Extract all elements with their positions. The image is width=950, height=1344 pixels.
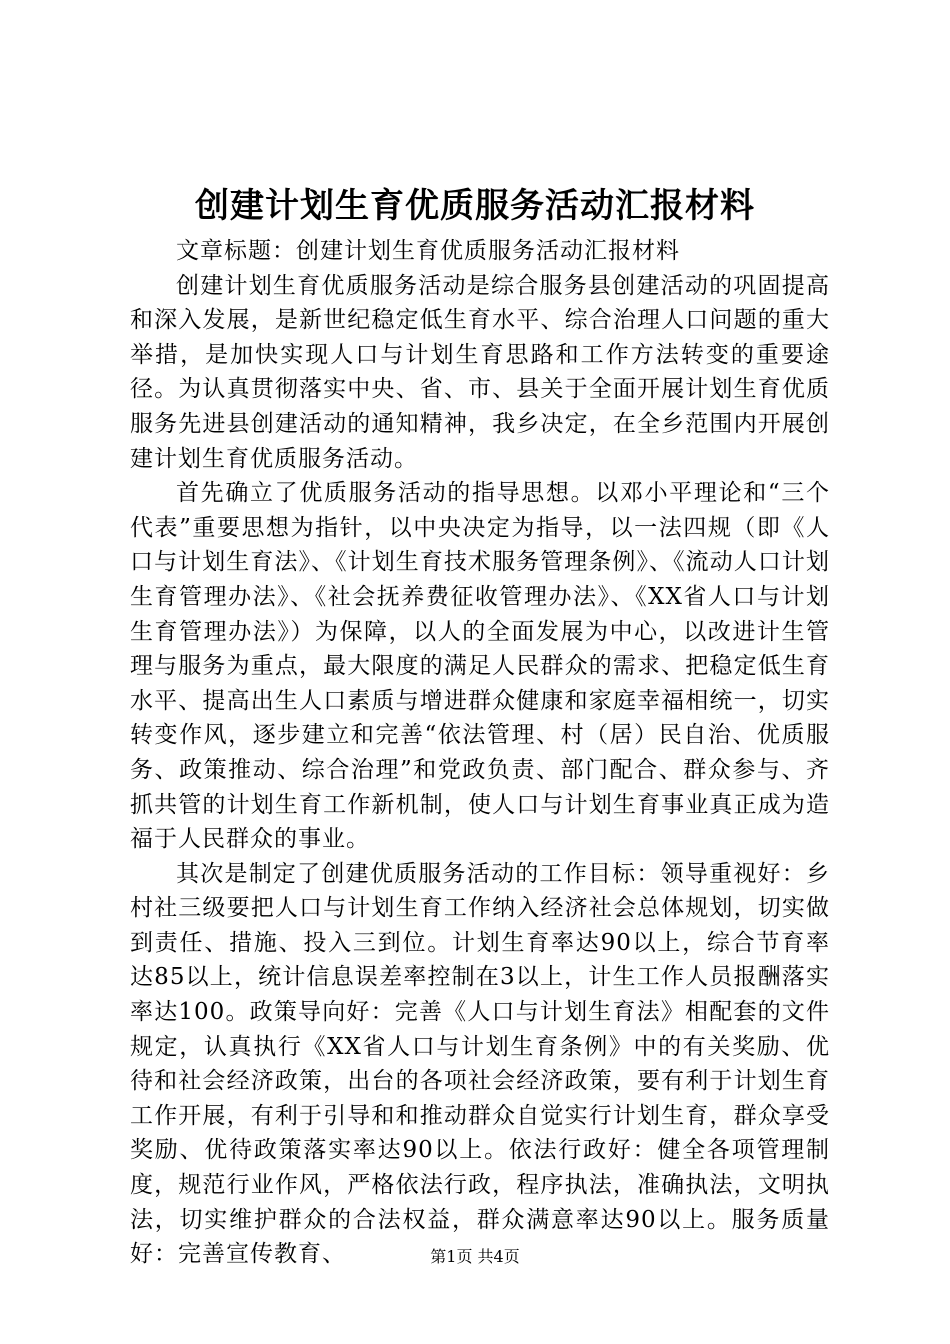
- document-title: 创建计划生育优质服务活动汇报材料: [195, 186, 755, 226]
- article-title-line: 文章标题：创建计划生育优质服务活动汇报材料: [176, 238, 680, 264]
- document-body: [130, 234, 830, 1272]
- paragraph-intro: 创建计划生育优质服务活动是综合服务县创建活动的巩固提高和深入发展，是新世纪稳定低生育水平、综合治理人口问题的重大举措，是加快实现人口与计划生育思路和工作方法转变的重要途径。为认真贯彻落实中央、省、市、县关于全面开展计划生育优质服务先进县创建活动的通知精神，我乡决定，在全乡范围内开展创建计划生育优质服务活动。: [130, 272, 830, 472]
- page-footer: 第1页 共4页: [430, 1247, 520, 1266]
- paragraph-work-goals: 其次是制定了创建优质服务活动的工作目标：领导重视好：乡村社三级要把人口与计划生育工作纳入经济社会总体规划，切实做到责任、措施、投入三到位。计划生育率达90以上，综合节育率达85以上，统计信息误差率控制在3以上，计生工作人员报酬落实率达100。政策导向好：完善《人口与计划生育法》相配套的文件规定，认真执行《XX省人口与计划生育条例》中的有关奖励、优待和社会经济政策，出台的各项社会经济政策，要有利于计划生育工作开展，有利于引导和和推动群众自觉实行计划生育，群众享受奖励、优待政策落实率达90以上。依法行政好：健全各项管理制度，规范行业作风，严格依法行政，程序执法，准确执法，文明执法，切实维护群众的合法权益，群众满意率达90以上。服务质量好：完善宣传教育、: [130, 860, 830, 1268]
- paragraph-guiding-ideology: 首先确立了优质服务活动的指导思想。以邓小平理论和“三个代表”重要思想为指针，以中央决定为指导，以一法四规（即《人口与计划生育法》、《计划生育技术服务管理条例》、《流动人口计划生育管理办法》、《社会抚养费征收管理办法》、《XX省人口与计划生育管理办法》）为保障，以人的全面发展为中心，以改进计生管理与服务为重点，最大限度的满足人民群众的需求、把稳定低生育水平、提高出生人口素质与增进群众健康和家庭幸福相统一，切实转变作风，逐步建立和完善“依法管理、村（居）民自治、优质服务、政策推动、综合治理”和党政负责、部门配合、群众参与、齐抓共管的计划生育工作新机制，使人口与计划生育事业真正成为造福于人民群众的事业。: [130, 480, 830, 853]
